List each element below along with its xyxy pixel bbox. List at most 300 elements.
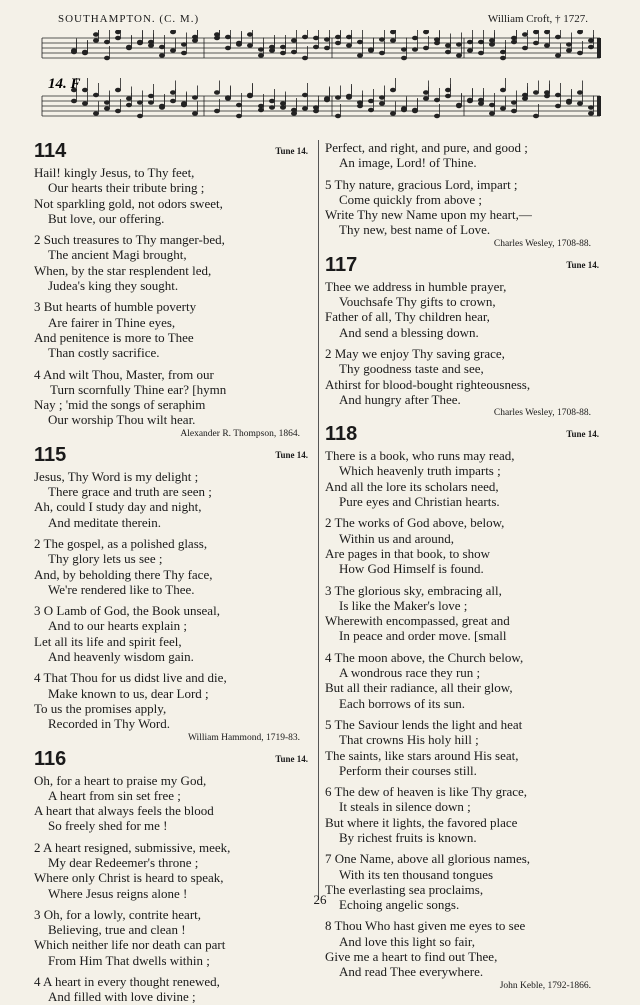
- note-head: [522, 46, 527, 50]
- verse-line: 7 One Name, above all glorious names,: [325, 851, 531, 867]
- note-head: [280, 106, 285, 110]
- note-head: [533, 41, 538, 45]
- note-head: [456, 103, 461, 107]
- verse-line: Are fairer in Thine eyes,: [48, 314, 176, 330]
- verse-line: 2 The gospel, as a polished glass,: [34, 535, 208, 551]
- verse-line: 6 The dew of heaven is like Thy grace,: [325, 784, 528, 800]
- author-credit: Alexander R. Thompson, 1864.: [180, 428, 300, 439]
- note-head: [500, 50, 505, 54]
- stanza: [325, 918, 601, 979]
- verse-line: Where only Christ is heard to speak,: [34, 870, 224, 886]
- note-head: [93, 39, 98, 43]
- verse-line: An image, Lord! of Thine.: [339, 155, 477, 171]
- column-left: [34, 140, 310, 1005]
- note-head: [82, 88, 87, 92]
- note-head: [489, 39, 494, 43]
- note-head: [456, 54, 461, 58]
- verse-line: Thy glory lets us see ;: [48, 551, 163, 567]
- note-head: [181, 51, 186, 55]
- verse-line: Are pages in that book, to show: [325, 545, 491, 561]
- verse-line: 3 O Lamb of God, the Book unseal,: [34, 603, 220, 619]
- verse-line: 4 The moon above, the Church below,: [325, 649, 524, 665]
- stanza: [325, 583, 601, 644]
- note-head: [181, 43, 186, 47]
- tune-name: SOUTHAMPTON. (C. M.): [58, 13, 200, 25]
- note-head: [478, 98, 483, 102]
- verse-line: But love, our offering.: [48, 210, 165, 226]
- note-head: [423, 91, 428, 95]
- verse-line: Vouchsafe Thy gifts to crown,: [339, 294, 496, 310]
- note-head: [104, 40, 109, 44]
- author-credit: Charles Wesley, 1708-88.: [493, 238, 591, 249]
- note-head: [247, 93, 252, 97]
- note-head: [291, 50, 296, 54]
- tune-composer: William Croft, † 1727.: [487, 13, 588, 25]
- stanza: [34, 299, 310, 360]
- note-head: [379, 96, 384, 100]
- note-head: [500, 107, 505, 111]
- note-head: [258, 48, 263, 52]
- note-head: [104, 56, 109, 60]
- note-head: [258, 104, 263, 108]
- verse-line: And, by beholding there Thy face,: [34, 566, 213, 582]
- note-head: [522, 33, 527, 37]
- note-head: [577, 102, 582, 106]
- verse-line: 8 Thou Who hast given me eyes to see: [325, 918, 526, 934]
- music-staff: [34, 30, 606, 138]
- stanza: [325, 448, 601, 509]
- verse-line: It steals in silence down ;: [339, 799, 471, 815]
- note-head: [566, 101, 571, 105]
- note-head: [236, 103, 241, 107]
- note-head: [423, 46, 428, 50]
- note-head: [269, 45, 274, 49]
- stanza: [34, 773, 310, 834]
- note-head: [533, 114, 538, 118]
- note-head: [434, 98, 439, 102]
- note-head: [478, 51, 483, 55]
- verse-line: The saints, like stars around His seat,: [325, 747, 519, 763]
- note-head: [511, 40, 516, 44]
- verse-line: Wherewith encompassed, great and: [325, 613, 510, 629]
- note-head: [445, 88, 450, 92]
- note-head: [522, 93, 527, 97]
- verse-line: To us the promises apply,: [34, 700, 167, 716]
- stanza: [34, 670, 310, 731]
- note-head: [555, 104, 560, 108]
- note-head: [115, 109, 120, 113]
- verse-line: Echoing angelic songs.: [339, 897, 460, 913]
- note-head: [126, 97, 131, 101]
- hymn-116: [34, 748, 310, 1005]
- verse-line: Jesus, Thy Word is my delight ;: [34, 468, 199, 484]
- verse-line: And heavenly wisdom gain.: [48, 649, 194, 665]
- note-head: [379, 102, 384, 106]
- note-head: [335, 96, 340, 100]
- verse-line: 5 The Saviour lends the light and heat: [325, 716, 523, 732]
- verse-line: Turn scornfully Thine ear? [hymn: [50, 381, 227, 397]
- verse-line: Within us and around,: [339, 530, 455, 546]
- verse-line: Our hearts their tribute bring ;: [48, 180, 205, 196]
- note-head: [533, 30, 538, 34]
- note-head: [588, 45, 593, 49]
- note-head: [148, 101, 153, 105]
- note-head: [82, 102, 87, 106]
- verse-line: A heart from sin set free ;: [48, 787, 181, 803]
- verse-line: The ancient Magi brought,: [48, 247, 187, 263]
- note-head: [324, 46, 329, 50]
- verse-line: Make known to us, dear Lord ;: [48, 685, 209, 701]
- verse-line: And send a blessing down.: [339, 324, 479, 340]
- note-head: [115, 30, 120, 34]
- verse-line: Where Jesus reigns alone !: [48, 885, 188, 901]
- note-head: [104, 101, 109, 105]
- note-head: [71, 50, 76, 54]
- note-head: [93, 33, 98, 37]
- verse-line: Write Thy new Name upon my heart,—: [325, 207, 532, 223]
- note-head: [401, 56, 406, 60]
- note-head: [313, 106, 318, 110]
- stanza: [325, 140, 601, 171]
- note-head: [192, 112, 197, 116]
- note-head: [148, 94, 153, 98]
- verse-line: Athirst for blood-bought righteousness,: [325, 376, 531, 392]
- stanza: [34, 536, 310, 597]
- note-head: [247, 33, 252, 37]
- verse-line: And penitence is more to Thee: [34, 329, 194, 345]
- verse-line: By richest fruits is known.: [339, 829, 477, 845]
- note-head: [368, 108, 373, 112]
- note-head: [357, 40, 362, 44]
- stanza: [34, 367, 310, 428]
- verse-line: 2 Such treasures to Thy manger-bed,: [34, 232, 225, 248]
- stanza: [34, 165, 310, 226]
- note-head: [489, 112, 494, 116]
- stanza: [325, 650, 601, 711]
- note-head: [544, 44, 549, 48]
- note-head: [390, 39, 395, 43]
- note-head: [236, 43, 241, 47]
- note-head: [280, 45, 285, 49]
- note-head: [456, 43, 461, 47]
- note-head: [93, 93, 98, 97]
- verse-line: There is a book, who runs may read,: [325, 448, 515, 464]
- note-head: [247, 44, 252, 48]
- verse-line: Believing, true and clean !: [48, 922, 186, 938]
- stanza: [34, 603, 310, 664]
- note-head: [346, 44, 351, 48]
- note-head: [335, 35, 340, 39]
- verse-line: 2 A heart resigned, submissive, meek,: [34, 839, 231, 855]
- note-head: [379, 38, 384, 42]
- verse-line: Give me a heart to find out Thee,: [325, 949, 498, 965]
- note-head: [489, 43, 494, 47]
- note-head: [379, 51, 384, 55]
- note-head: [225, 46, 230, 50]
- stanza: [325, 177, 601, 238]
- note-head: [368, 48, 373, 52]
- verse-line: When, by the star resplendent led,: [34, 262, 212, 278]
- page-number: 26: [313, 892, 327, 907]
- note-head: [192, 96, 197, 100]
- note-head: [346, 96, 351, 100]
- note-head: [467, 98, 472, 102]
- verse-line: A wondrous race they run ;: [339, 665, 481, 681]
- verse-line: Which heavenly truth imparts ;: [339, 463, 501, 479]
- verse-line: Ah, could I study day and night,: [34, 499, 202, 515]
- note-head: [500, 56, 505, 60]
- column-divider: [318, 140, 319, 900]
- note-head: [445, 50, 450, 54]
- verse-line: Thee we address in humble prayer,: [325, 278, 507, 294]
- note-head: [214, 33, 219, 37]
- note-head: [390, 30, 395, 34]
- note-head: [500, 88, 505, 92]
- hymn-115: [34, 444, 310, 744]
- stanza: [325, 279, 601, 340]
- note-head: [390, 112, 395, 116]
- verse-line: 4 And wilt Thou, Master, from our: [34, 366, 214, 382]
- verse-line: Perform their courses still.: [339, 762, 477, 778]
- verse-line: 4 That Thou for us didst live and die,: [34, 670, 227, 686]
- note-head: [555, 35, 560, 39]
- note-head: [445, 44, 450, 48]
- verse-line: But where it lights, the favored place: [325, 814, 518, 830]
- stanza: [34, 974, 310, 1005]
- note-head: [170, 49, 175, 53]
- note-head: [302, 107, 307, 111]
- stanza: [325, 346, 601, 407]
- note-head: [137, 101, 142, 105]
- note-head: [280, 102, 285, 106]
- verse-line: 4 A heart in every thought renewed,: [34, 974, 220, 990]
- note-head: [566, 49, 571, 53]
- note-head: [412, 36, 417, 40]
- verse-line: And read Thee everywhere.: [339, 964, 484, 980]
- note-head: [390, 88, 395, 92]
- verse-line: How God Himself is found.: [339, 561, 484, 577]
- note-head: [159, 106, 164, 110]
- note-head: [511, 109, 516, 113]
- hymn-number: 116: [34, 747, 67, 770]
- note-head: [291, 39, 296, 43]
- note-head: [291, 108, 296, 112]
- verse-line: Thy goodness taste and see,: [339, 361, 484, 377]
- verse-line: 5 Thy nature, gracious Lord, impart ;: [325, 176, 518, 192]
- note-head: [445, 94, 450, 98]
- note-head: [401, 48, 406, 52]
- note-head: [71, 99, 76, 103]
- verse-line: Come quickly from above ;: [339, 191, 482, 207]
- tune-label: Tune 14.: [566, 259, 599, 270]
- note-head: [577, 91, 582, 95]
- note-head: [115, 88, 120, 92]
- note-head: [104, 107, 109, 111]
- note-head: [588, 106, 593, 110]
- note-head: [346, 35, 351, 39]
- note-head: [159, 54, 164, 58]
- note-head: [368, 99, 373, 103]
- verse-line: Than costly sacrifice.: [48, 345, 160, 361]
- verse-line: Hail! kingly Jesus, to Thy feet,: [34, 165, 195, 180]
- tune-label: Tune 14.: [566, 429, 599, 440]
- note-head: [313, 45, 318, 49]
- note-head: [434, 38, 439, 42]
- tune-label: Tune 14.: [275, 753, 308, 764]
- note-head: [423, 30, 428, 34]
- verse-line: 2 May we enjoy Thy saving grace,: [325, 345, 505, 361]
- author-credit: John Keble, 1792-1866.: [499, 980, 591, 991]
- verse-line: And hungry after Thee.: [339, 391, 461, 407]
- note-head: [489, 103, 494, 107]
- verse-line: Thy new, best name of Love.: [339, 222, 491, 238]
- tune-label: Tune 14.: [275, 449, 308, 460]
- hymn-number: 114: [34, 140, 67, 162]
- note-head: [467, 49, 472, 53]
- note-head: [302, 35, 307, 39]
- note-head: [324, 38, 329, 42]
- note-head: [82, 50, 87, 54]
- verse-line: Our worship Thou wilt hear.: [48, 412, 196, 428]
- note-head: [511, 36, 516, 40]
- note-head: [115, 36, 120, 40]
- stanza: [325, 717, 601, 778]
- stanza: [325, 515, 601, 576]
- verse-line: And to our hearts explain ;: [48, 618, 187, 634]
- note-head: [566, 43, 571, 47]
- note-head: [148, 40, 153, 44]
- note-head: [412, 48, 417, 52]
- note-head: [170, 91, 175, 95]
- author-credit: William Hammond, 1719-83.: [187, 732, 300, 743]
- verse-line: And love this light so fair,: [339, 933, 475, 949]
- verse-line: And meditate therein.: [48, 514, 161, 530]
- note-head: [159, 45, 164, 49]
- note-head: [302, 93, 307, 97]
- note-head: [588, 39, 593, 43]
- note-head: [533, 91, 538, 95]
- note-head: [478, 40, 483, 44]
- verse-line: But all their radiance, all their glow,: [325, 680, 513, 696]
- verse-line: So freely shed for me !: [48, 818, 168, 834]
- note-head: [588, 112, 593, 116]
- note-head: [423, 97, 428, 101]
- verse-line: Let all its life and spirit feel,: [34, 633, 182, 649]
- note-head: [258, 108, 263, 112]
- verse-line: From Him That dwells within ;: [48, 952, 210, 968]
- verse-line: Each borrows of its sun.: [339, 695, 466, 711]
- stanza: [325, 784, 601, 845]
- note-head: [357, 101, 362, 105]
- hymn-116-continued: [325, 140, 601, 250]
- note-head: [467, 40, 472, 44]
- note-head: [192, 35, 197, 39]
- verse-line: In peace and order move. [small: [339, 628, 507, 644]
- note-head: [170, 99, 175, 103]
- note-head: [511, 101, 516, 105]
- note-head: [313, 36, 318, 40]
- note-head: [225, 35, 230, 39]
- stanza: [34, 232, 310, 293]
- note-head: [555, 54, 560, 58]
- verse-line: Nay ; 'mid the songs of seraphim: [34, 397, 206, 413]
- verse-line: That crowns His holy hill ;: [339, 732, 479, 748]
- note-head: [335, 41, 340, 45]
- hymn-number: 118: [325, 423, 358, 446]
- stanza: [34, 469, 310, 530]
- verse-line: And filled with love divine ;: [48, 989, 196, 1005]
- verse-line: Pure eyes and Christian hearts.: [339, 494, 500, 510]
- note-head: [137, 40, 142, 44]
- note-head: [412, 108, 417, 112]
- note-head: [236, 114, 241, 118]
- note-head: [126, 45, 131, 49]
- note-head: [126, 103, 131, 107]
- note-head: [544, 30, 549, 34]
- verse-line: My dear Redeemer's throne ;: [48, 854, 199, 870]
- column-right: [325, 140, 601, 991]
- verse-line: Not sparkling gold, not odors sweet,: [34, 195, 223, 211]
- hymn-114: [34, 140, 310, 440]
- verse-line: The everlasting sea proclaims,: [325, 881, 484, 897]
- verse-line: Is like the Maker's love ;: [339, 597, 468, 613]
- hymn-number: 115: [34, 443, 67, 466]
- note-head: [269, 106, 274, 110]
- author-credit: Charles Wesley, 1708-88.: [493, 408, 591, 419]
- verse-line: 2 The works of God above, below,: [325, 515, 505, 531]
- verse-line: Father of all, Thy children hear,: [325, 309, 490, 325]
- verse-line: With its ten thousand tongues: [339, 866, 494, 882]
- note-head: [357, 54, 362, 58]
- note-head: [401, 108, 406, 112]
- stanza: [34, 907, 310, 968]
- verse-line: We're rendered like to Thee.: [48, 581, 195, 597]
- verse-line: Oh, for a heart to praise my God,: [34, 772, 207, 788]
- verse-line: There grace and truth are seen ;: [48, 484, 212, 500]
- note-head: [324, 98, 329, 102]
- note-head: [577, 30, 582, 34]
- tune-label: Tune 14.: [275, 146, 308, 156]
- note-head: [335, 114, 340, 118]
- note-head: [181, 103, 186, 107]
- hymn-number: 117: [325, 253, 358, 276]
- tune-header: [58, 13, 588, 27]
- verse-line: Which neither life nor death can part: [34, 937, 226, 953]
- verse-line: And all the lore its scholars need,: [325, 478, 499, 494]
- verse-line: A heart that always feels the blood: [34, 803, 214, 819]
- verse-line: Perfect, and right, and pure, and good ;: [325, 140, 528, 155]
- note-head: [577, 51, 582, 55]
- verse-line: 3 But hearts of humble poverty: [34, 299, 197, 315]
- note-head: [544, 91, 549, 95]
- note-head: [280, 51, 285, 55]
- verse-line: Judea's king they sought.: [48, 278, 179, 294]
- note-head: [302, 56, 307, 60]
- note-head: [555, 93, 560, 97]
- note-head: [137, 114, 142, 118]
- note-head: [434, 114, 439, 118]
- note-head: [93, 112, 98, 116]
- note-head: [214, 109, 219, 113]
- note-head: [170, 30, 175, 34]
- note-head: [258, 54, 263, 58]
- verse-line: 3 The glorious sky, embracing all,: [325, 582, 502, 598]
- verse-line: 3 Oh, for a lowly, contrite heart,: [34, 906, 202, 922]
- tune-number-label: 14. F: [48, 76, 81, 92]
- hymn-117: [325, 254, 601, 419]
- note-head: [214, 91, 219, 95]
- note-head: [225, 96, 230, 100]
